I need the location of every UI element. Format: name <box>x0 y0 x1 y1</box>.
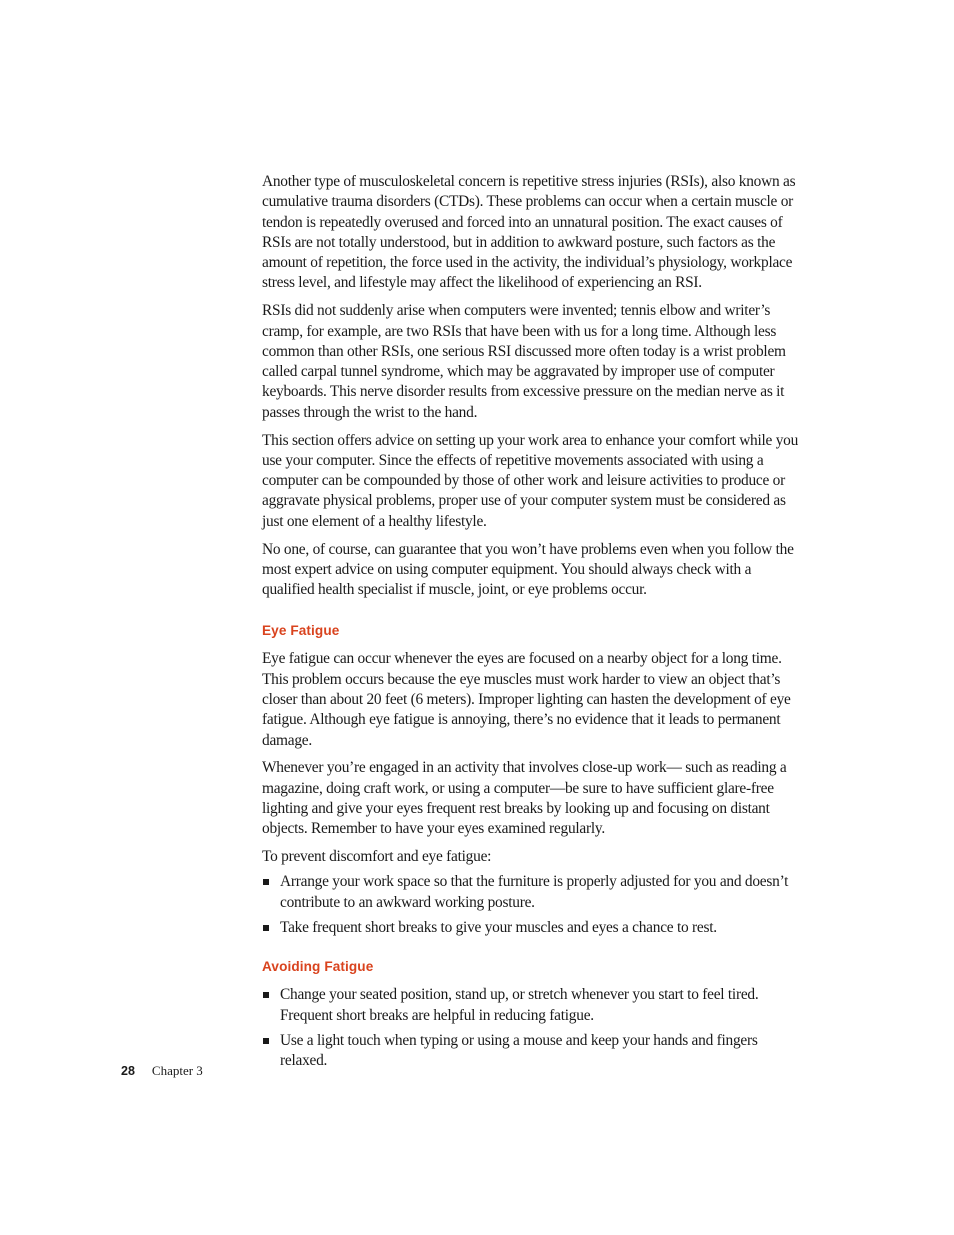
eye-fatigue-paragraph: Whenever you’re engaged in an activity that involves close-up work— such as reading a magazine, doing craft work, or using a computer—be sure to have sufficient glare-free lighting and give your eyes frequent rest breaks by looking up and focusing on distant objects. Remember to have your eyes examined regularly. <box>262 759 787 838</box>
chapter-label: Chapter 3 <box>151 1063 203 1078</box>
eye-fatigue-bullet-list <box>262 872 807 938</box>
eye-fatigue-heading: Eye Fatigue <box>262 623 340 639</box>
list-item <box>262 985 807 1026</box>
list-item <box>262 918 807 938</box>
intro-paragraph: This section offers advice on setting up your work area to enhance your comfort while you use your computer. Since the effects of repetitive movements associated with using a computer can be compounded by those of other work and leisure activities to produce or aggravate physical problems, proper use of your computer system must be considered as just one element of a healthy lifestyle. <box>262 431 799 530</box>
square-bullet-icon <box>263 879 269 885</box>
square-bullet-icon <box>263 992 269 998</box>
intro-paragraph: Another type of musculoskeletal concern is repetitive stress injuries (RSIs), also known as cumulative trauma disorders (CTDs). These problems can occur when a certain muscle or tendon is repeatedly overused and forced into an unnatural position. The exact causes of RSIs are not totally understood, but in addition to awkward posture, such factors as the amount of repetition, the force used in the activity, the individual’s physiology, workplace stress level, and lifestyle may affect the likelihood of experiencing an RSI. <box>262 173 796 292</box>
avoiding-fatigue-bullet-list <box>262 985 807 1071</box>
list-item-text: Use a light touch when typing or using a mouse and keep your hands and fingers relaxed. <box>280 1031 758 1070</box>
page-body <box>262 172 807 1076</box>
eye-fatigue-paragraph: Eye fatigue can occur whenever the eyes are focused on a nearby object for a long time. This problem occurs because the eye muscles must work harder to view an object that’s closer than about 20 feet (6 meters). Improper lighting can hasten the development of eye fatigue. Although eye fatigue is annoying, there’s no evidence that it leads to permanent damage. <box>262 650 791 749</box>
intro-paragraph: No one, of course, can guarantee that you won’t have problems even when you follow the most expert advice on using computer equipment. You should always check with a qualified health specialist if muscle, joint, or eye problems occur. <box>262 540 794 599</box>
list-item-text: Take frequent short breaks to give your muscles and eyes a chance to rest. <box>280 919 717 936</box>
page-footer <box>121 1062 203 1080</box>
list-item <box>262 872 807 913</box>
avoiding-fatigue-heading: Avoiding Fatigue <box>262 959 374 975</box>
square-bullet-icon <box>263 925 269 931</box>
square-bullet-icon <box>263 1038 269 1044</box>
list-item-text: Change your seated position, stand up, or stretch whenever you start to feel tired. Frequent short breaks are helpful in reducing fatigue. <box>280 986 759 1024</box>
list-item <box>262 1031 807 1072</box>
list-item-text: Arrange your work space so that the furniture is properly adjusted for you and doesn’t contribute to an awkward working posture. <box>280 873 789 911</box>
page-number: 28 <box>121 1064 135 1078</box>
intro-paragraph: RSIs did not suddenly arise when computers were invented; tennis elbow and writer’s cramp, for example, are two RSIs that have been with us for a long time. Although less common than other RSIs, one serious RSI discussed more often today is a wrist problem called carpal tunnel syndrome, which may be aggravated by improper use of computer keyboards. This nerve disorder results from excessive pressure on the median nerve as it passes through the wrist to the hand. <box>262 302 786 421</box>
eye-fatigue-lead-in: To prevent discomfort and eye fatigue: <box>262 848 492 866</box>
